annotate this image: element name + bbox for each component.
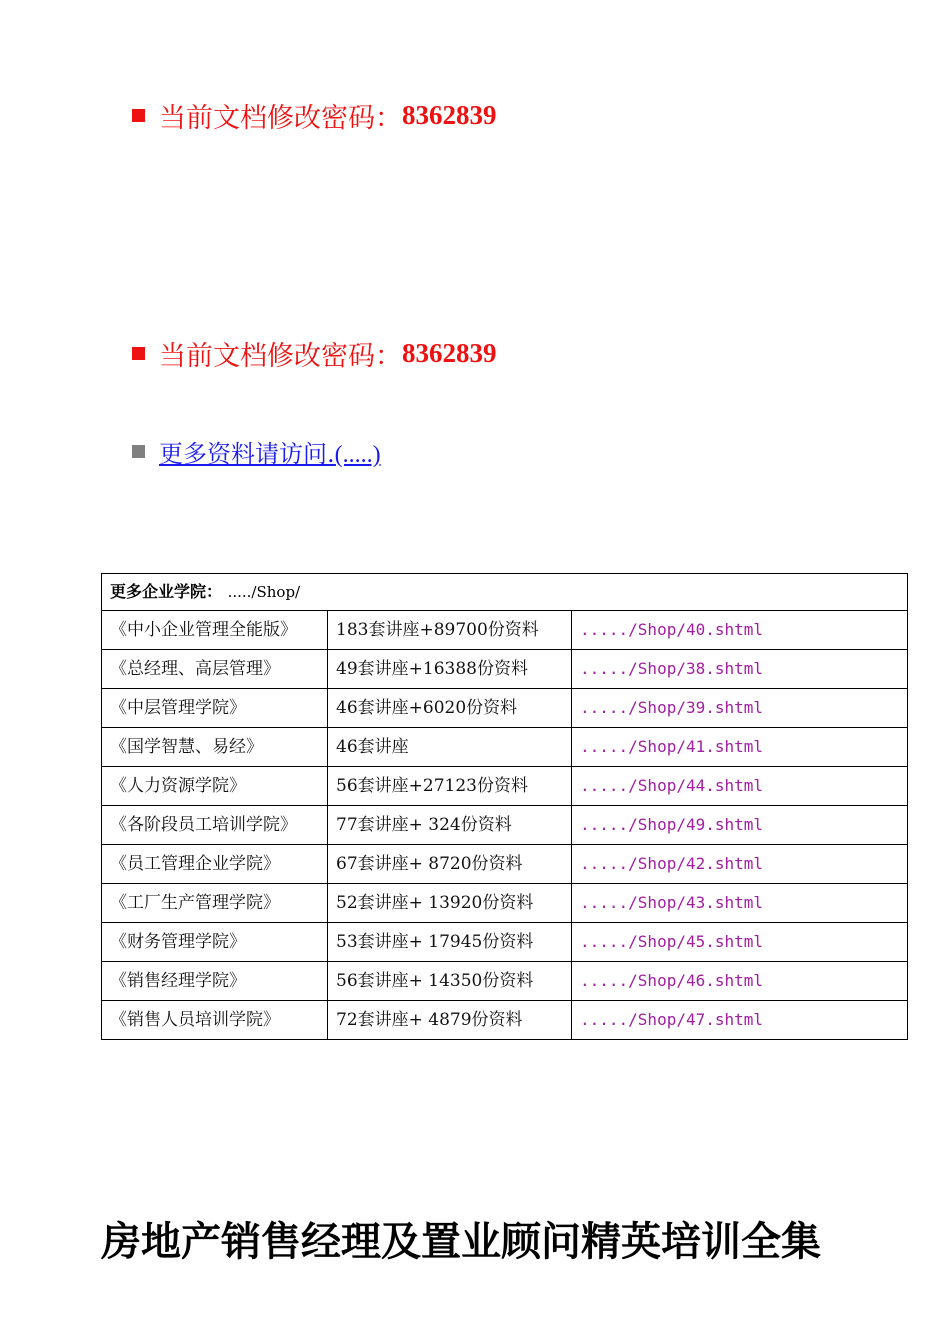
course-count: 46套讲座 [328,728,572,767]
table-row [102,806,908,845]
course-count: 52套讲座+ 13920份资料 [328,884,572,923]
table-header-cell [102,574,908,611]
more-resources-link[interactable] [159,434,381,469]
course-url[interactable]: ...../Shop/42.shtml [572,845,908,884]
course-url[interactable]: ...../Shop/40.shtml [572,611,908,650]
table-row [102,611,908,650]
red-square-bullet-icon [132,109,145,122]
course-count: 183套讲座+89700份资料 [328,611,572,650]
header-url[interactable]: ...../Shop/ [227,583,301,601]
course-name: 《财务管理学院》 [102,923,328,962]
course-name: 《人力资源学院》 [102,767,328,806]
course-name: 《员工管理企业学院》 [102,845,328,884]
course-name: 《中小企业管理全能版》 [102,611,328,650]
more-resources-link-text: 更多资料请访问. [159,440,335,468]
course-url[interactable]: ...../Shop/41.shtml [572,728,908,767]
course-url[interactable]: ...../Shop/38.shtml [572,650,908,689]
document-title: 房地产销售经理及置业顾问精英培训全集 [101,1219,821,1265]
course-name: 《国学智慧、易经》 [102,728,328,767]
table-row [102,962,908,1001]
course-url[interactable]: ...../Shop/43.shtml [572,884,908,923]
course-url[interactable]: ...../Shop/39.shtml [572,689,908,728]
table-row [102,728,908,767]
course-count: 67套讲座+ 8720份资料 [328,845,572,884]
course-url[interactable]: ...../Shop/44.shtml [572,767,908,806]
more-resources-notice [132,434,381,469]
course-count: 53套讲座+ 17945份资料 [328,923,572,962]
course-name: 《中层管理学院》 [102,689,328,728]
password-label: 当前文档修改密码： [159,341,402,372]
course-table [101,573,908,1040]
gray-square-bullet-icon [132,445,145,458]
course-count: 46套讲座+6020份资料 [328,689,572,728]
password-code: 8362839 [402,100,497,130]
course-count: 77套讲座+ 324份资料 [328,806,572,845]
course-count: 56套讲座+27123份资料 [328,767,572,806]
course-url[interactable]: ...../Shop/49.shtml [572,806,908,845]
course-name: 《总经理、高层管理》 [102,650,328,689]
course-url[interactable]: ...../Shop/45.shtml [572,923,908,962]
red-square-bullet-icon [132,347,145,360]
course-name: 《各阶段员工培训学院》 [102,806,328,845]
table-row [102,845,908,884]
table-header-row [102,574,908,611]
password-code: 8362839 [402,338,497,368]
table-row [102,650,908,689]
more-resources-link-dots: (.....) [334,442,381,468]
password-notice-2 [132,334,497,373]
course-name: 《销售经理学院》 [102,962,328,1001]
course-count: 56套讲座+ 14350份资料 [328,962,572,1001]
header-label: 更多企业学院： [110,582,223,601]
course-count: 49套讲座+16388份资料 [328,650,572,689]
table-row [102,884,908,923]
table-row [102,1001,908,1040]
course-url[interactable]: ...../Shop/47.shtml [572,1001,908,1040]
table-row [102,923,908,962]
table-row [102,767,908,806]
table-row [102,689,908,728]
password-label: 当前文档修改密码： [159,103,402,134]
course-url[interactable]: ...../Shop/46.shtml [572,962,908,1001]
password-notice-1 [132,96,497,135]
course-name: 《销售人员培训学院》 [102,1001,328,1040]
course-name: 《工厂生产管理学院》 [102,884,328,923]
course-count: 72套讲座+ 4879份资料 [328,1001,572,1040]
